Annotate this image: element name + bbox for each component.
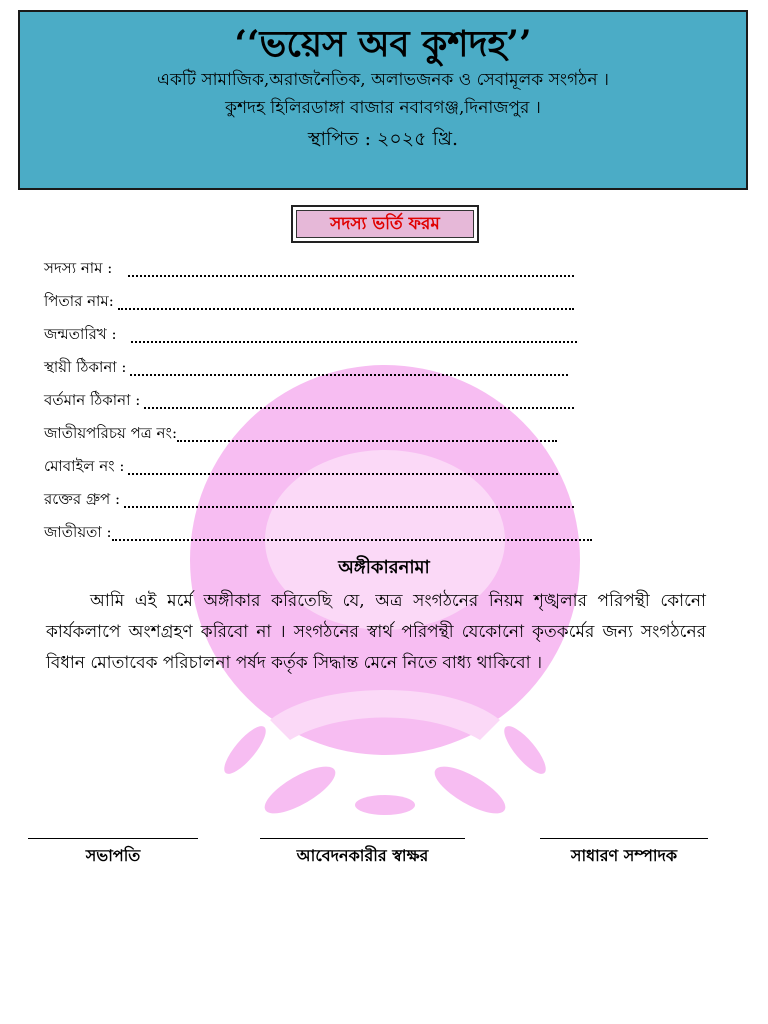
organization-name: ‘‘ভয়েস অব কুশদহ’’ [234, 23, 532, 65]
field-nationality[interactable] [44, 520, 592, 544]
signature-label: আবেদনকারীর স্বাক্ষর [296, 846, 429, 865]
signature-line [260, 838, 465, 839]
field-mobile-number[interactable] [44, 454, 558, 478]
pledge-text: আমি এই মর্মে অঙ্গীকার করিতেছি যে, অত্র সংগঠনের নিয়ম শৃঙ্খলার পরিপন্থী কোনো কার্যকলাপে অংশগ্রহণ করিবো না । সংগঠনের স্বার্থ পরিপন্থী যেকোনো কৃতকর্মের জন্য সংগঠনের বিধান মোতাবেক পরিচালনা পর্ষদ কর্তৃক সিদ্ধান্ত মেনে নিতে বাধ্য থাকিবো । [46, 591, 706, 673]
field-birth-date[interactable] [44, 322, 577, 346]
form-title: সদস্য ভর্তি ফরম [296, 210, 474, 238]
field-label: মোবাইল নং : [44, 457, 125, 475]
field-label: জাতীয়পরিচয় পত্র নং: [44, 424, 178, 442]
field-nid-number[interactable] [44, 421, 557, 445]
field-father-name[interactable] [44, 289, 574, 313]
pledge-title: অঙ্গীকারনামা [338, 557, 430, 578]
signature-label: সভাপতি [85, 846, 141, 865]
field-label: রক্তের গ্রুপ : [44, 490, 121, 508]
organization-description: একটি সামাজিক,অরাজনৈতিক, অলাভজনক ও সেবামূলক সংগঠন । [157, 70, 609, 90]
field-member-name[interactable] [44, 256, 574, 280]
field-label: জন্মতারিখ : [44, 325, 117, 343]
field-label: জাতীয়তা : [44, 523, 112, 541]
signature-label: সাধারণ সম্পাদক [570, 846, 678, 865]
field-label: স্থায়ী ঠিকানা : [44, 358, 127, 376]
field-present-address[interactable] [44, 388, 574, 412]
header-banner [18, 10, 748, 190]
signature-president[interactable] [28, 838, 198, 870]
field-blood-group[interactable] [44, 487, 574, 511]
field-permanent-address[interactable] [44, 355, 568, 379]
signature-line [28, 838, 198, 839]
organization-address: কুশদহ হিলিরডাঙ্গা বাজার নবাবগঞ্জ,দিনাজপুর । [225, 98, 541, 118]
signature-secretary[interactable] [540, 838, 708, 870]
field-label: সদস্য নাম : [44, 259, 113, 277]
field-label: পিতার নাম: [44, 292, 114, 310]
field-label: বর্তমান ঠিকানা : [44, 391, 141, 409]
form-title-box [291, 205, 479, 243]
signature-applicant[interactable] [260, 838, 465, 870]
signature-line [540, 838, 708, 839]
established-year: স্থাপিত : ২০২৫ খ্রি. [307, 128, 459, 150]
